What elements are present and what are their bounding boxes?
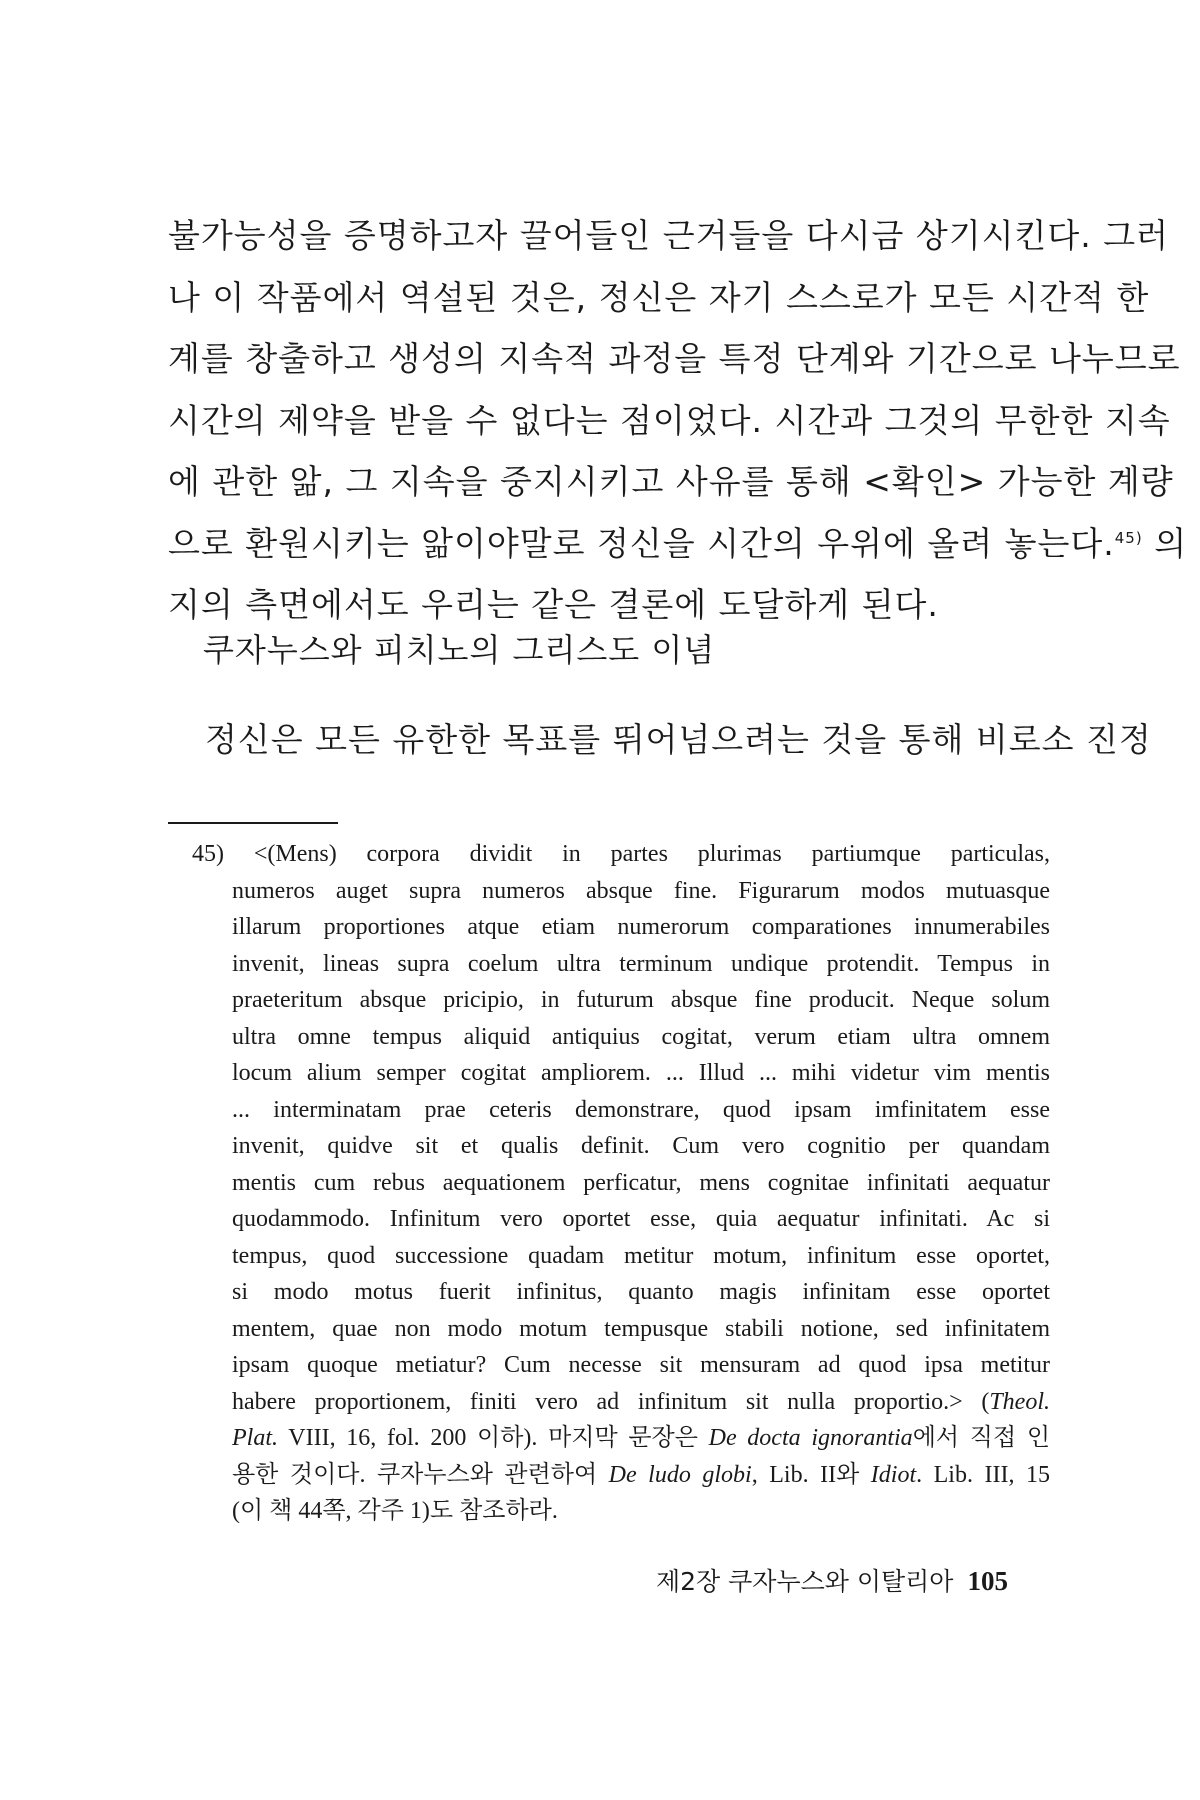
footnote-line: ipsam quoque metiatur? Cum necesse sit mensuram ad quod ipsa metitur (232, 1352, 1050, 1378)
footnote-line: ... interminatam prae ceteris demonstrare, quod ipsam imfinitatem esse (232, 1096, 1050, 1123)
footnote-line: mentis cum rebus aequationem perficatur, mens cognitae infinitati aequatur (232, 1169, 1050, 1196)
section-heading: 쿠자누스와 피치노의 그리스도 이념 (203, 631, 716, 669)
footnote-text: VIII, 16, fol. 200 이하). 마지막 문장은 (278, 1425, 709, 1451)
body-line: 시간의 제약을 받을 수 없다는 점이었다. 시간과 그것의 무한한 지속 (168, 400, 1171, 440)
body-line: 지의 측면에서도 우리는 같은 결론에 도달하게 된다. (168, 585, 939, 624)
footnote-line (192, 1457, 1050, 1494)
page-number: 105 (967, 1566, 1008, 1596)
footnote-text: 에서 직접 인 (912, 1425, 1051, 1451)
footnote-line: (이 책 44쪽, 각주 1)도 참조하라. (232, 1498, 558, 1524)
footnote-line: mentem, quae non modo motum tempusque stabili notione, sed infinitatem (232, 1315, 1050, 1342)
chapter-title: 제2장 쿠자누스와 이탈리아 (656, 1567, 954, 1596)
body-paragraph (168, 205, 1188, 636)
citation-title: Plat. (232, 1425, 278, 1451)
footnote-line: ultra omne tempus aliquid antiquius cogitat, verum etiam ultra omnem (232, 1023, 1050, 1050)
body-line: 에 관한 앎, 그 지속을 중지시키고 사유를 통해 <확인> 가능한 계량 (168, 462, 1174, 501)
footnote-line: illarum proportiones atque etiam numerorum comparationes innumerabiles (232, 914, 1050, 940)
footnote-text: , Lib. II와 (751, 1461, 871, 1488)
page-footer (656, 1562, 1008, 1598)
footnote-text: <(Mens) corpora dividit in partes plurimas partiumque particulas, (253, 841, 1050, 867)
footnote-line: locum alium semper cogitat ampliorem. ... Illud ... mihi videtur vim mentis (232, 1060, 1050, 1086)
footnote-line: praeteritum absque pricipio, in futurum absque fine producit. Neque solum (232, 987, 1050, 1013)
footnote-text: habere proportionem, finiti vero ad infinitum sit nulla proportio.> ( (232, 1388, 990, 1415)
footnote-line: invenit, lineas supra coelum ultra terminum undique protendit. Tempus in (232, 950, 1050, 977)
footnote (192, 836, 1050, 1530)
body-line: 불가능성을 증명하고자 끌어들인 근거들을 다시금 상기시킨다. 그러 (168, 216, 1170, 255)
footnote-number: 45) (192, 841, 224, 867)
footnote-line: tempus, quod successione quadam metitur motum, infinitum esse oportet, (232, 1242, 1050, 1269)
body-line-text: 으로 환원시키는 앎이야말로 정신을 시간의 우위에 올려 놓는다. (168, 523, 1115, 563)
footnote-text: . Lib. III, 15 (916, 1461, 1050, 1488)
body-line: 나 이 작품에서 역설된 것은, 정신은 자기 스스로가 모든 시간적 한 (168, 277, 1150, 317)
citation-title: Theol. (989, 1388, 1050, 1415)
footnote-line (192, 1420, 1050, 1457)
body-line (168, 513, 1188, 575)
footnote-line: invenit, quidve sit et qualis definit. Cum vero cognitio per quandam (232, 1133, 1050, 1159)
footnote-text: 용한 것이다. 쿠자누스와 관련하여 (232, 1461, 609, 1488)
footnote-line (192, 836, 1050, 873)
citation-title: Idiot (870, 1461, 917, 1488)
footnote-line: numeros auget supra numeros absque fine. Figurarum modos mutuasque (232, 877, 1050, 904)
footnote-line: si modo motus fuerit infinitus, quanto magis infinitam esse oportet (232, 1279, 1050, 1305)
footnote-line (192, 1384, 1050, 1421)
citation-title: De ludo globi (608, 1461, 752, 1488)
body-line: 계를 창출하고 생성의 지속적 과정을 특정 단계와 기간으로 나누므로 (168, 339, 1181, 378)
footnote-reference: 45) (1114, 528, 1143, 547)
footnote-divider (168, 822, 338, 824)
footnote-line: quodammodo. Infinitum vero oportet esse, quia aequatur infinitati. Ac si (232, 1206, 1050, 1232)
section-paragraph-start: 정신은 모든 유한한 목표를 뛰어넘으려는 것을 통해 비로소 진정 (205, 720, 1152, 759)
body-line-tail: 의 (1154, 523, 1188, 563)
citation-title: De docta ignorantia (708, 1425, 913, 1451)
